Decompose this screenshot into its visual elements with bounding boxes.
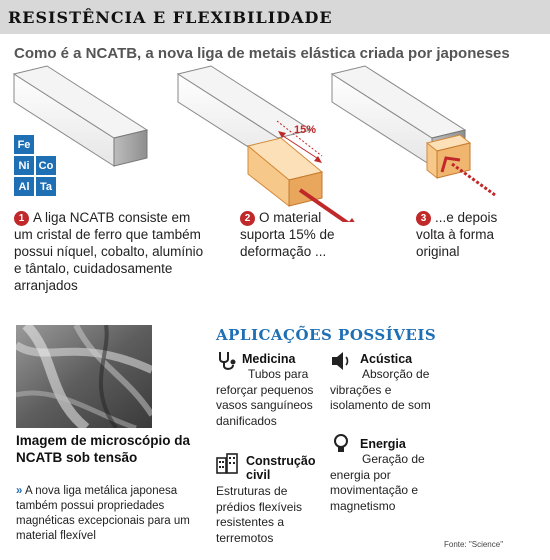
element-ta: Ta [36,177,56,196]
app-energia-name: Energia [360,437,406,451]
photo-caption: Imagem de microscópio da NCATB sob tensão [16,433,191,465]
element-co: Co [36,156,56,175]
step-2-text: O material suporta 15% de deformação ... [240,210,335,259]
note-text: A nova liga metálica japonesa também possui propriedades magnéticas excepcionais para um material flexível [16,485,190,542]
element-al: Al [14,177,34,196]
app-acustica-desc: Absorção de vibrações e isolamento de som [330,367,431,412]
bar-recovered [332,66,495,195]
step-1-text: A liga NCATB consiste em um cristal de ferro que também possui níquel, cobalto, alumínio e tântalo, cuidadosamente arranjados [14,210,204,293]
buildings-icon [216,452,238,474]
app-construcao-desc: Estruturas de prédios flexíveis resistentes a terremotos [216,484,303,545]
step-3-number: 3 [416,211,431,226]
page-title: RESISTÊNCIA E FLEXIBILIDADE [8,8,333,27]
step-1 [14,209,204,294]
app-medicina-name: Medicina [242,352,296,366]
step-1-number: 1 [14,211,29,226]
step-3 [416,209,521,260]
applications-title: APLICAÇÕES POSSÍVEIS [216,326,437,344]
step-3-text: ...e depois volta à forma original [416,210,498,259]
step-2-number: 2 [240,211,255,226]
note-marker: » [16,485,23,497]
app-acustica-name: Acústica [360,352,413,366]
lightbulb-icon [330,432,352,454]
app-energia [330,432,440,522]
subtitle: Como é a NCATB, a nova liga de metais elástica criada por japoneses [14,45,510,62]
app-energia-desc: Geração de energia por movimentação e magnetismo [330,452,425,513]
app-medicina [216,350,326,440]
magnetic-note [16,484,201,544]
app-construcao-name: Construção civil [246,454,316,482]
app-medicina-desc: Tubos para reforçar pequenos vasos sanguíneos danificados [216,367,314,428]
app-acustica [330,350,440,420]
microscope-image [16,325,152,428]
app-construcao [216,452,326,552]
header-bar [0,0,550,34]
element-ni: Ni [14,156,34,175]
element-fe: Fe [14,135,34,154]
source-credit: Fonte: "Science" [444,540,504,549]
alloy-diagram [0,62,550,222]
step-2 [240,209,350,260]
deformation-label: 15% [294,124,317,136]
